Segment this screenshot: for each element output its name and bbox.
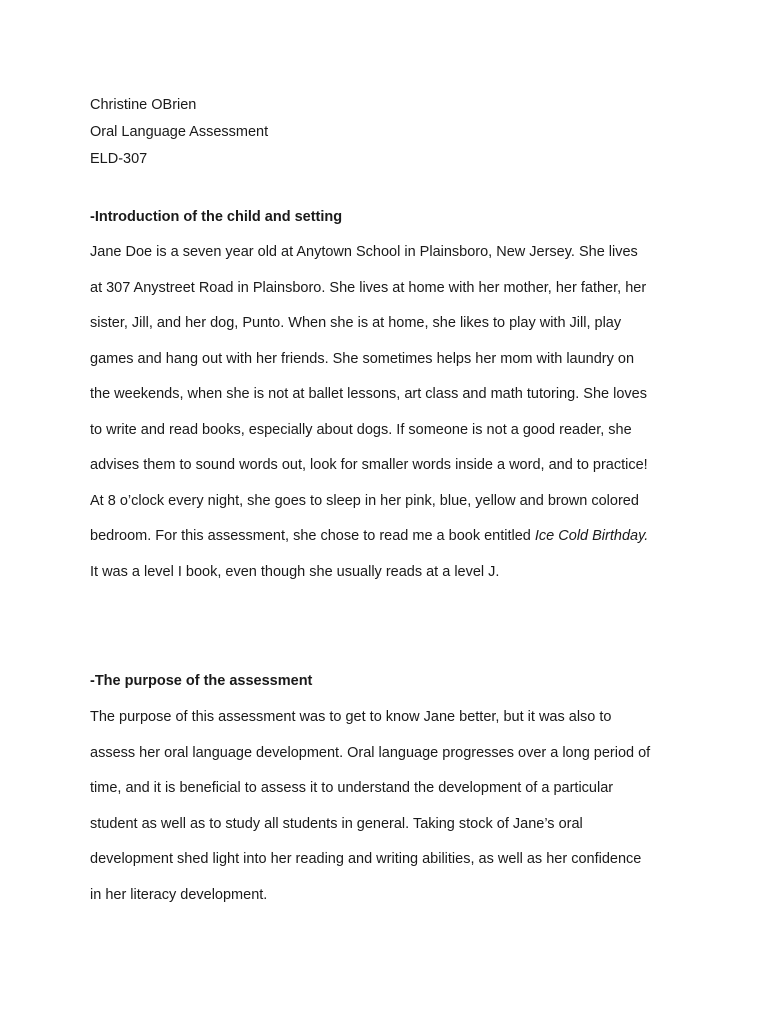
- document-header: [90, 92, 268, 173]
- paragraph-line: to write and read books, especially about dogs. If someone is not a good reader, she: [90, 422, 632, 438]
- paragraph-line: development shed light into her reading and writing abilities, as well as her confidence: [90, 851, 642, 867]
- line-text: bedroom. For this assessment, she chose to read me a book entitled: [90, 528, 535, 544]
- paragraph-line: The purpose of this assessment was to get to know Jane better, but it was also to: [90, 709, 612, 725]
- paragraph-line: Jane Doe is a seven year old at Anytown School in Plainsboro, New Jersey. She lives: [90, 244, 638, 260]
- course-code: ELD-307: [90, 151, 148, 167]
- paragraph-line: the weekends, when she is not at ballet lessons, art class and math tutoring. She loves: [90, 386, 647, 402]
- paragraph-line: time, and it is beneficial to assess it to understand the development of a particular: [90, 780, 614, 796]
- paragraph-line: advises them to sound words out, look for smaller words inside a word, and to practice!: [90, 457, 648, 473]
- paragraph-line: [90, 528, 648, 544]
- document-title: Oral Language Assessment: [90, 124, 269, 140]
- paragraph-line: At 8 o’clock every night, she goes to sleep in her pink, blue, yellow and brown colored: [90, 493, 639, 509]
- book-title: Ice Cold Birthday.: [534, 528, 649, 544]
- paragraph-line: in her literacy development.: [90, 887, 268, 903]
- paragraph-line: It was a level I book, even though she usually reads at a level J.: [90, 564, 500, 580]
- paragraph-line: student as well as to study all students in general. Taking stock of Jane’s oral: [90, 816, 583, 832]
- section-heading-purpose: -The purpose of the assessment: [90, 673, 313, 689]
- author-name: Christine OBrien: [90, 97, 197, 113]
- paragraph-line: games and hang out with her friends. She sometimes helps her mom with laundry on: [90, 351, 635, 367]
- paragraph-line: at 307 Anystreet Road in Plainsboro. She lives at home with her mother, her father, her: [90, 280, 647, 296]
- paragraph-line: assess her oral language development. Oral language progresses over a long period of: [90, 745, 651, 761]
- paragraph-line: sister, Jill, and her dog, Punto. When she is at home, she likes to play with Jill, play: [90, 315, 622, 331]
- section-heading-introduction: -Introduction of the child and setting: [90, 209, 343, 225]
